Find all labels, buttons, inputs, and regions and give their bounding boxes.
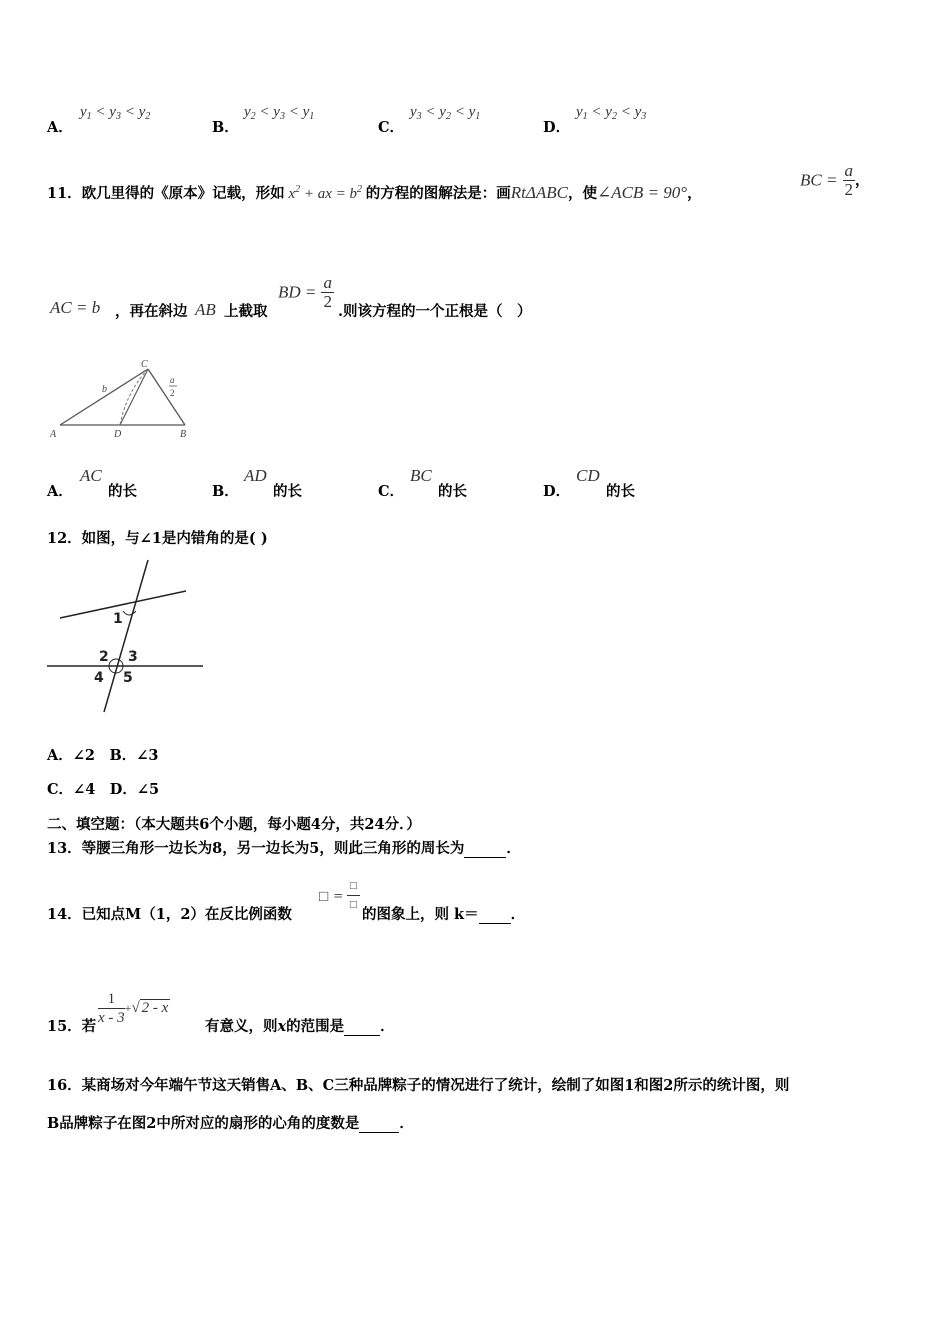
q10-option-d-expr: $y_1 < y_2 < y_3$ — [576, 104, 647, 122]
q12-question: 12．如图，与∠1是内错角的是( ) — [47, 530, 268, 547]
q14-function: □ = $\frac{□}{□}$ — [318, 877, 360, 914]
q11-triangle: RtΔABC — [510, 183, 568, 202]
q10-option-a-label: A． — [47, 119, 73, 136]
q11-option-d-suffix: 的长 — [606, 483, 635, 500]
q15-sqrt: √ 2 - x — [131, 1000, 169, 1016]
q13: 13．等腰三角形一边长为8，另一边长为5，则此三角形的周长为 ． — [47, 840, 521, 857]
q11-ab: AB — [195, 300, 216, 319]
q11-option-b-suffix: 的长 — [273, 483, 302, 500]
q11-option-a-suffix: 的长 — [108, 483, 137, 500]
q12-label-3: 3 — [128, 649, 138, 665]
q11-option-c-suffix: 的长 — [438, 483, 467, 500]
q12-angles-figure — [45, 557, 210, 717]
q11-line1 — [47, 182, 702, 203]
q11-fig-label-b-side: b — [102, 384, 107, 395]
q11-text3: ，再在斜边 — [115, 303, 188, 320]
q11-option-c-seg: BC — [410, 466, 432, 485]
q16-line1: 16．某商场对今年端午节这天销售A、B、C三种品牌粽子的情况进行了统计，绘制了如图1和图2所示的统计图，则 — [47, 1077, 790, 1094]
q12-label-5: 5 — [123, 670, 133, 686]
q11-option-a-seg: AC — [80, 466, 102, 485]
q10-option-c-label: C． — [378, 119, 405, 136]
q11-comma1: ，使 — [567, 185, 597, 202]
q10-option-b-expr: $y_2 < y_3 < y_1$ — [244, 104, 315, 122]
q14-text2-wrap: 的图象上，则 k＝ ． — [362, 906, 526, 923]
q11-fig-label-b: B — [180, 429, 187, 440]
q12-label-2: 2 — [99, 649, 109, 665]
q10-option-a-expr: $y_1 < y_3 < y_2$ — [80, 104, 151, 122]
q11-option-d-label: D． — [543, 483, 571, 500]
q15-blank — [344, 1018, 380, 1036]
q11-option-b-seg: AD — [244, 466, 267, 485]
q15-pre: 15．若 — [47, 1018, 97, 1035]
q11-option-a-label: A． — [47, 483, 73, 500]
q11-triangle-figure — [40, 355, 200, 445]
q15-post: 有意义，则x的范围是 ． — [205, 1018, 395, 1035]
q12-options-row1: A．∠2 B．∠3 — [47, 747, 159, 764]
q11-bd-fraction: $\frac{a}{2}$ — [323, 273, 332, 311]
q11-text4: 上截取 — [224, 303, 268, 320]
q12-label-1: 1 — [113, 611, 123, 627]
q11-comma2: ， — [687, 185, 702, 202]
q10-option-c-expr: $y_3 < y_2 < y_1$ — [410, 104, 481, 122]
q10-option-d-label: D． — [543, 119, 571, 136]
section2-heading: 二、填空题：（本大题共6个小题，每小题4分，共24分．） — [47, 816, 421, 833]
q13-blank — [464, 840, 506, 858]
q12-label-4: 4 — [94, 670, 104, 686]
q11-text5: .则该方程的一个正根是（ ） — [338, 303, 532, 320]
q11-bc-expr: BC = $\frac{a}{2}$ ， — [800, 161, 870, 199]
q11-fig-label-d: D — [114, 429, 122, 440]
q11-angle: ∠ACB = 90° — [596, 183, 688, 202]
q10-option-b-label: B． — [212, 119, 239, 136]
q11-option-b-label: B． — [212, 483, 239, 500]
q15-expression: $\frac{1}{x - 3}$ +√ 2 - x — [98, 991, 169, 1026]
q11-text1: 欧几里得的《原本》记载，形如 — [81, 185, 285, 202]
q15-fraction: $\frac{1}{x - 3}$ — [98, 991, 125, 1026]
q11-number: 11． — [47, 185, 82, 202]
q11-option-c-label: C． — [378, 483, 405, 500]
q11-fig-label-a: A — [50, 429, 57, 440]
q16-blank — [359, 1115, 399, 1133]
q11-equation: $x^2$ + ax = $b^2$ — [284, 184, 363, 202]
q11-fig-label-a-side: a — [170, 375, 175, 385]
q14-blank — [479, 906, 511, 924]
q11-ac: AC = b — [50, 298, 101, 317]
q11-option-d-seg: CD — [576, 466, 600, 485]
q16-line2: B品牌粽子在图2中所对应的扇形的心角的度数是 ． — [47, 1115, 414, 1132]
q11-text2: 的方程的图解法是：画 — [365, 185, 511, 202]
q14-text1: 14．已知点M（1，2）在反比例函数 — [47, 906, 292, 923]
q11-bd-expr: BD = $\frac{a}{2}$ — [278, 273, 332, 311]
q11-fig-label-c: C — [141, 359, 148, 370]
q11-fig-label-two: 2 — [170, 388, 175, 398]
q12-options-row2: C．∠4 D．∠5 — [47, 781, 160, 798]
q11-bc-fraction: $\frac{a}{2}$ — [844, 161, 854, 199]
